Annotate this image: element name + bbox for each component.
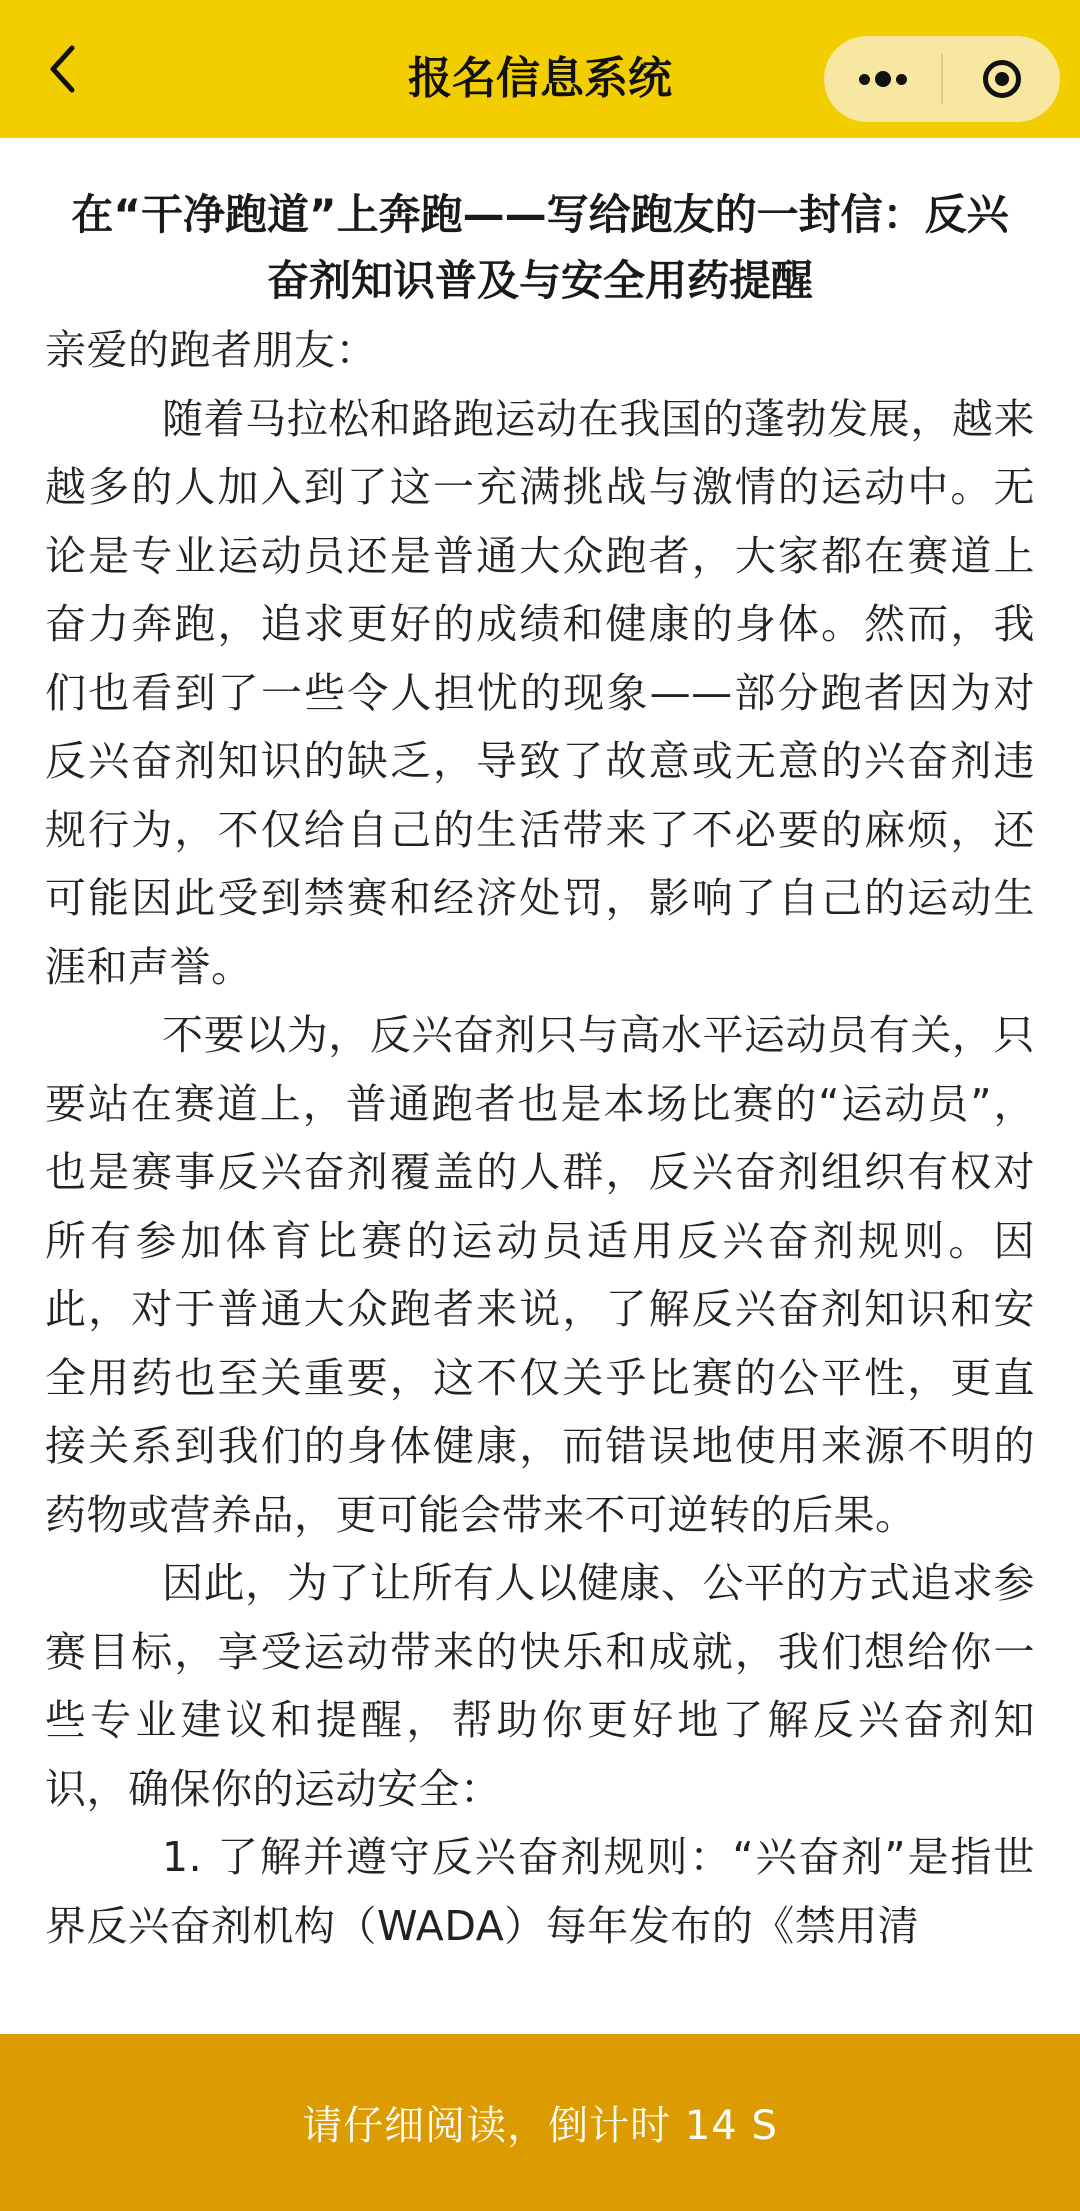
article-title-line-2: 奋剂知识普及与安全用药提醒 (266, 256, 813, 305)
countdown-label: 请仔细阅读，倒计时 14 S (302, 2103, 778, 2149)
article-paragraph: 随着马拉松和路跑运动在我国的蓬勃发展，越来越多的人加入到了这一充满挑战与激情的运动中。无论是专业运动员还是普通大众跑者，大家都在赛道上奋力奔跑，追求更好的成绩和健康的身体。然而，我们也看到了一些令人担忧的现象——部分跑者因为对反兴奋剂知识的缺乏，导致了故意或无意的兴奋剂违规行为，不仅给自己的生活带来了不必要的麻烦，还可能因此受到禁赛和经济处罚，影响了自己的运动生涯和声誉。 (45, 394, 1035, 991)
article-scroll-area[interactable] (45, 182, 1035, 2034)
more-button[interactable] (824, 36, 941, 122)
more-dots-icon (859, 71, 907, 87)
article-paragraph: 因此，为了让所有人以健康、公平的方式追求参赛目标，享受运动带来的快乐和成就，我们想给你一些专业建议和提醒，帮助你更好地了解反兴奋剂知识，确保你的运动安全： (45, 1559, 1035, 1813)
page-title: 报名信息系统 (408, 53, 672, 104)
mini-program-capsule (824, 36, 1060, 122)
article-paragraph: 不要以为，反兴奋剂只与高水平运动员有关，只要站在赛道上，普通跑者也是本场比赛的“运动员”，也是赛事反兴奋剂覆盖的人群，反兴奋剂组织有权对所有参加体育比赛的运动员适用反兴奋剂规则。因此，对于普通大众跑者来说，了解反兴奋剂知识和安全用药也至关重要，这不仅关乎比赛的公平性，更直接关系到我们的身体健康，而错误地使用来源不明的药物或营养品，更可能会带来不可逆转的后果。 (45, 1011, 1035, 1539)
article-paragraph: 1. 了解并遵守反兴奋剂规则：“兴奋剂”是指世界反兴奋剂机构（WADA）每年发布的《禁用清 (45, 1833, 1035, 1950)
article-title (45, 182, 1035, 314)
target-circle-icon (983, 60, 1021, 98)
back-button[interactable] (38, 44, 88, 94)
chevron-left-icon (48, 44, 78, 94)
top-navigation-bar (0, 0, 1080, 138)
countdown-button[interactable] (0, 2034, 1080, 2211)
article-body (45, 316, 1035, 1960)
article-greeting: 亲爱的跑者朋友： (45, 326, 377, 374)
article-title-line-1: 在“干净跑道”上奔跑——写给跑友的一封信：反兴 (71, 190, 1009, 239)
close-mini-program-button[interactable] (943, 36, 1060, 122)
